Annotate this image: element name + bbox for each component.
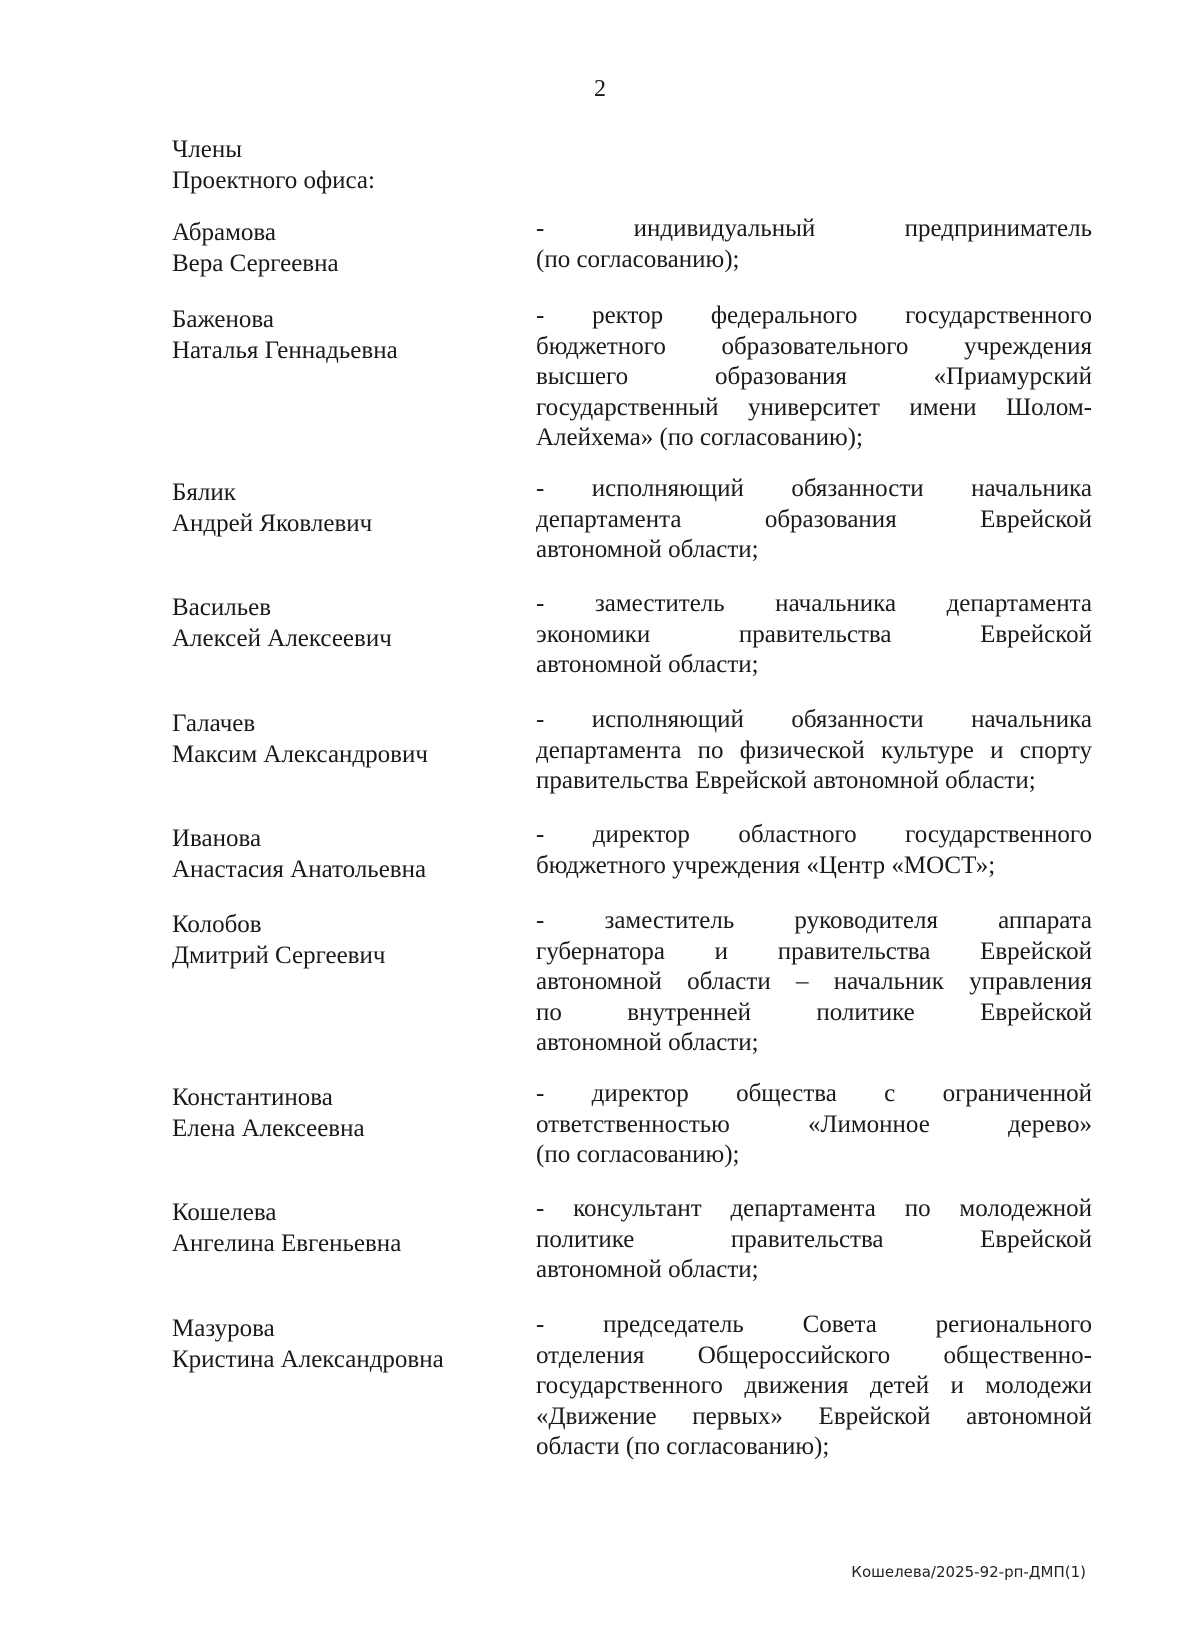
position-line: бюджетного учреждения «Центр «МОСТ»; (536, 851, 996, 879)
position-line: государственный университет имени Шолом- (536, 393, 1092, 421)
member-name (172, 709, 512, 770)
position-line: автономной области; (536, 651, 759, 678)
position-line: бюджетного образовательного учреждения (536, 332, 1092, 360)
position-line: - директор общества с ограниченной (536, 1080, 1092, 1107)
member-name (172, 824, 512, 885)
member-given-names: Анастасия Анатольевна (172, 855, 427, 883)
position-line: департамента образования Еврейской (536, 505, 1092, 533)
member-position (536, 1194, 1092, 1286)
member-name (172, 1083, 512, 1144)
member-given-names: Вера Сергеевна (172, 249, 339, 277)
member-given-names: Кристина Александровна (172, 1345, 444, 1373)
position-line: по внутренней политике Еврейской (536, 998, 1092, 1026)
position-line: - ректор федерального государственного (536, 302, 1092, 329)
member-position (536, 1310, 1092, 1463)
member-surname: Колобов (172, 911, 262, 938)
position-line: автономной области; (536, 536, 759, 563)
member-name (172, 305, 512, 366)
member-given-names: Елена Алексеевна (172, 1114, 365, 1142)
position-line: - индивидуальный предприниматель (536, 215, 1092, 242)
member-surname: Васильев (172, 594, 272, 621)
position-line: государственного движения детей и молодежи (536, 1372, 1092, 1399)
heading-line-1: Члены (172, 136, 242, 163)
member-name (172, 1314, 512, 1375)
member-given-names: Максим Александрович (172, 740, 428, 768)
position-line: области (по согласованию); (536, 1433, 830, 1460)
member-name (172, 910, 512, 971)
position-line: - председатель Совета регионального (536, 1311, 1092, 1338)
member-position (536, 906, 1092, 1059)
position-line: Алейхема» (по согласованию); (536, 424, 863, 451)
member-given-names: Ангелина Евгеньевна (172, 1229, 402, 1257)
member-given-names: Андрей Яковлевич (172, 509, 373, 537)
position-line: департамента по физической культуре и спорту (536, 736, 1092, 764)
position-line: ответственностью «Лимонное дерево» (536, 1110, 1092, 1138)
position-line: - заместитель руководителя аппарата (536, 907, 1092, 934)
member-name (172, 218, 512, 279)
position-line: - исполняющий обязанности начальника (536, 706, 1092, 733)
position-line: (по согласованию); (536, 1141, 740, 1168)
member-surname: Баженова (172, 306, 274, 333)
member-surname: Кошелева (172, 1199, 277, 1226)
position-line: - заместитель начальника департамента (536, 590, 1092, 617)
position-line: - консультант департамента по молодежной (536, 1195, 1092, 1222)
member-position (536, 589, 1092, 681)
document-code: Кошелева/2025-92-рп-ДМП(1) (851, 1563, 1086, 1581)
section-heading (172, 134, 375, 196)
position-line: (по согласованию); (536, 245, 740, 273)
position-line: - исполняющий обязанности начальника (536, 475, 1092, 502)
position-line: автономной области – начальник управления (536, 968, 1092, 995)
position-line: автономной области; (536, 1256, 759, 1283)
member-surname: Константинова (172, 1084, 333, 1111)
member-surname: Бялик (172, 479, 236, 506)
member-given-names: Наталья Геннадьевна (172, 336, 398, 364)
member-given-names: Дмитрий Сергеевич (172, 941, 386, 969)
position-line: автономной области; (536, 1029, 759, 1056)
member-name (172, 478, 512, 539)
position-line: - директор областного государственного (536, 821, 1092, 848)
member-surname: Иванова (172, 825, 262, 852)
position-line: экономики правительства Еврейской (536, 620, 1092, 648)
position-line: политике правительства Еврейской (536, 1225, 1092, 1253)
member-name (172, 593, 512, 654)
heading-line-2: Проектного офиса: (172, 167, 375, 194)
position-line: «Движение первых» Еврейской автономной (536, 1402, 1092, 1430)
member-position (536, 214, 1092, 275)
member-position (536, 301, 1092, 454)
page-number: 2 (594, 76, 606, 102)
member-given-names: Алексей Алексеевич (172, 624, 392, 652)
position-line: правительства Еврейской автономной области; (536, 767, 1036, 794)
member-position (536, 474, 1092, 566)
member-surname: Галачев (172, 710, 256, 737)
member-position (536, 820, 1092, 881)
member-position (536, 1079, 1092, 1171)
member-surname: Абрамова (172, 219, 276, 246)
member-name (172, 1198, 512, 1259)
member-position (536, 705, 1092, 797)
position-line: губернатора и правительства Еврейской (536, 937, 1092, 965)
position-line: отделения Общероссийского общественно- (536, 1341, 1092, 1369)
position-line: высшего образования «Приамурский (536, 363, 1092, 390)
member-surname: Мазурова (172, 1315, 275, 1342)
